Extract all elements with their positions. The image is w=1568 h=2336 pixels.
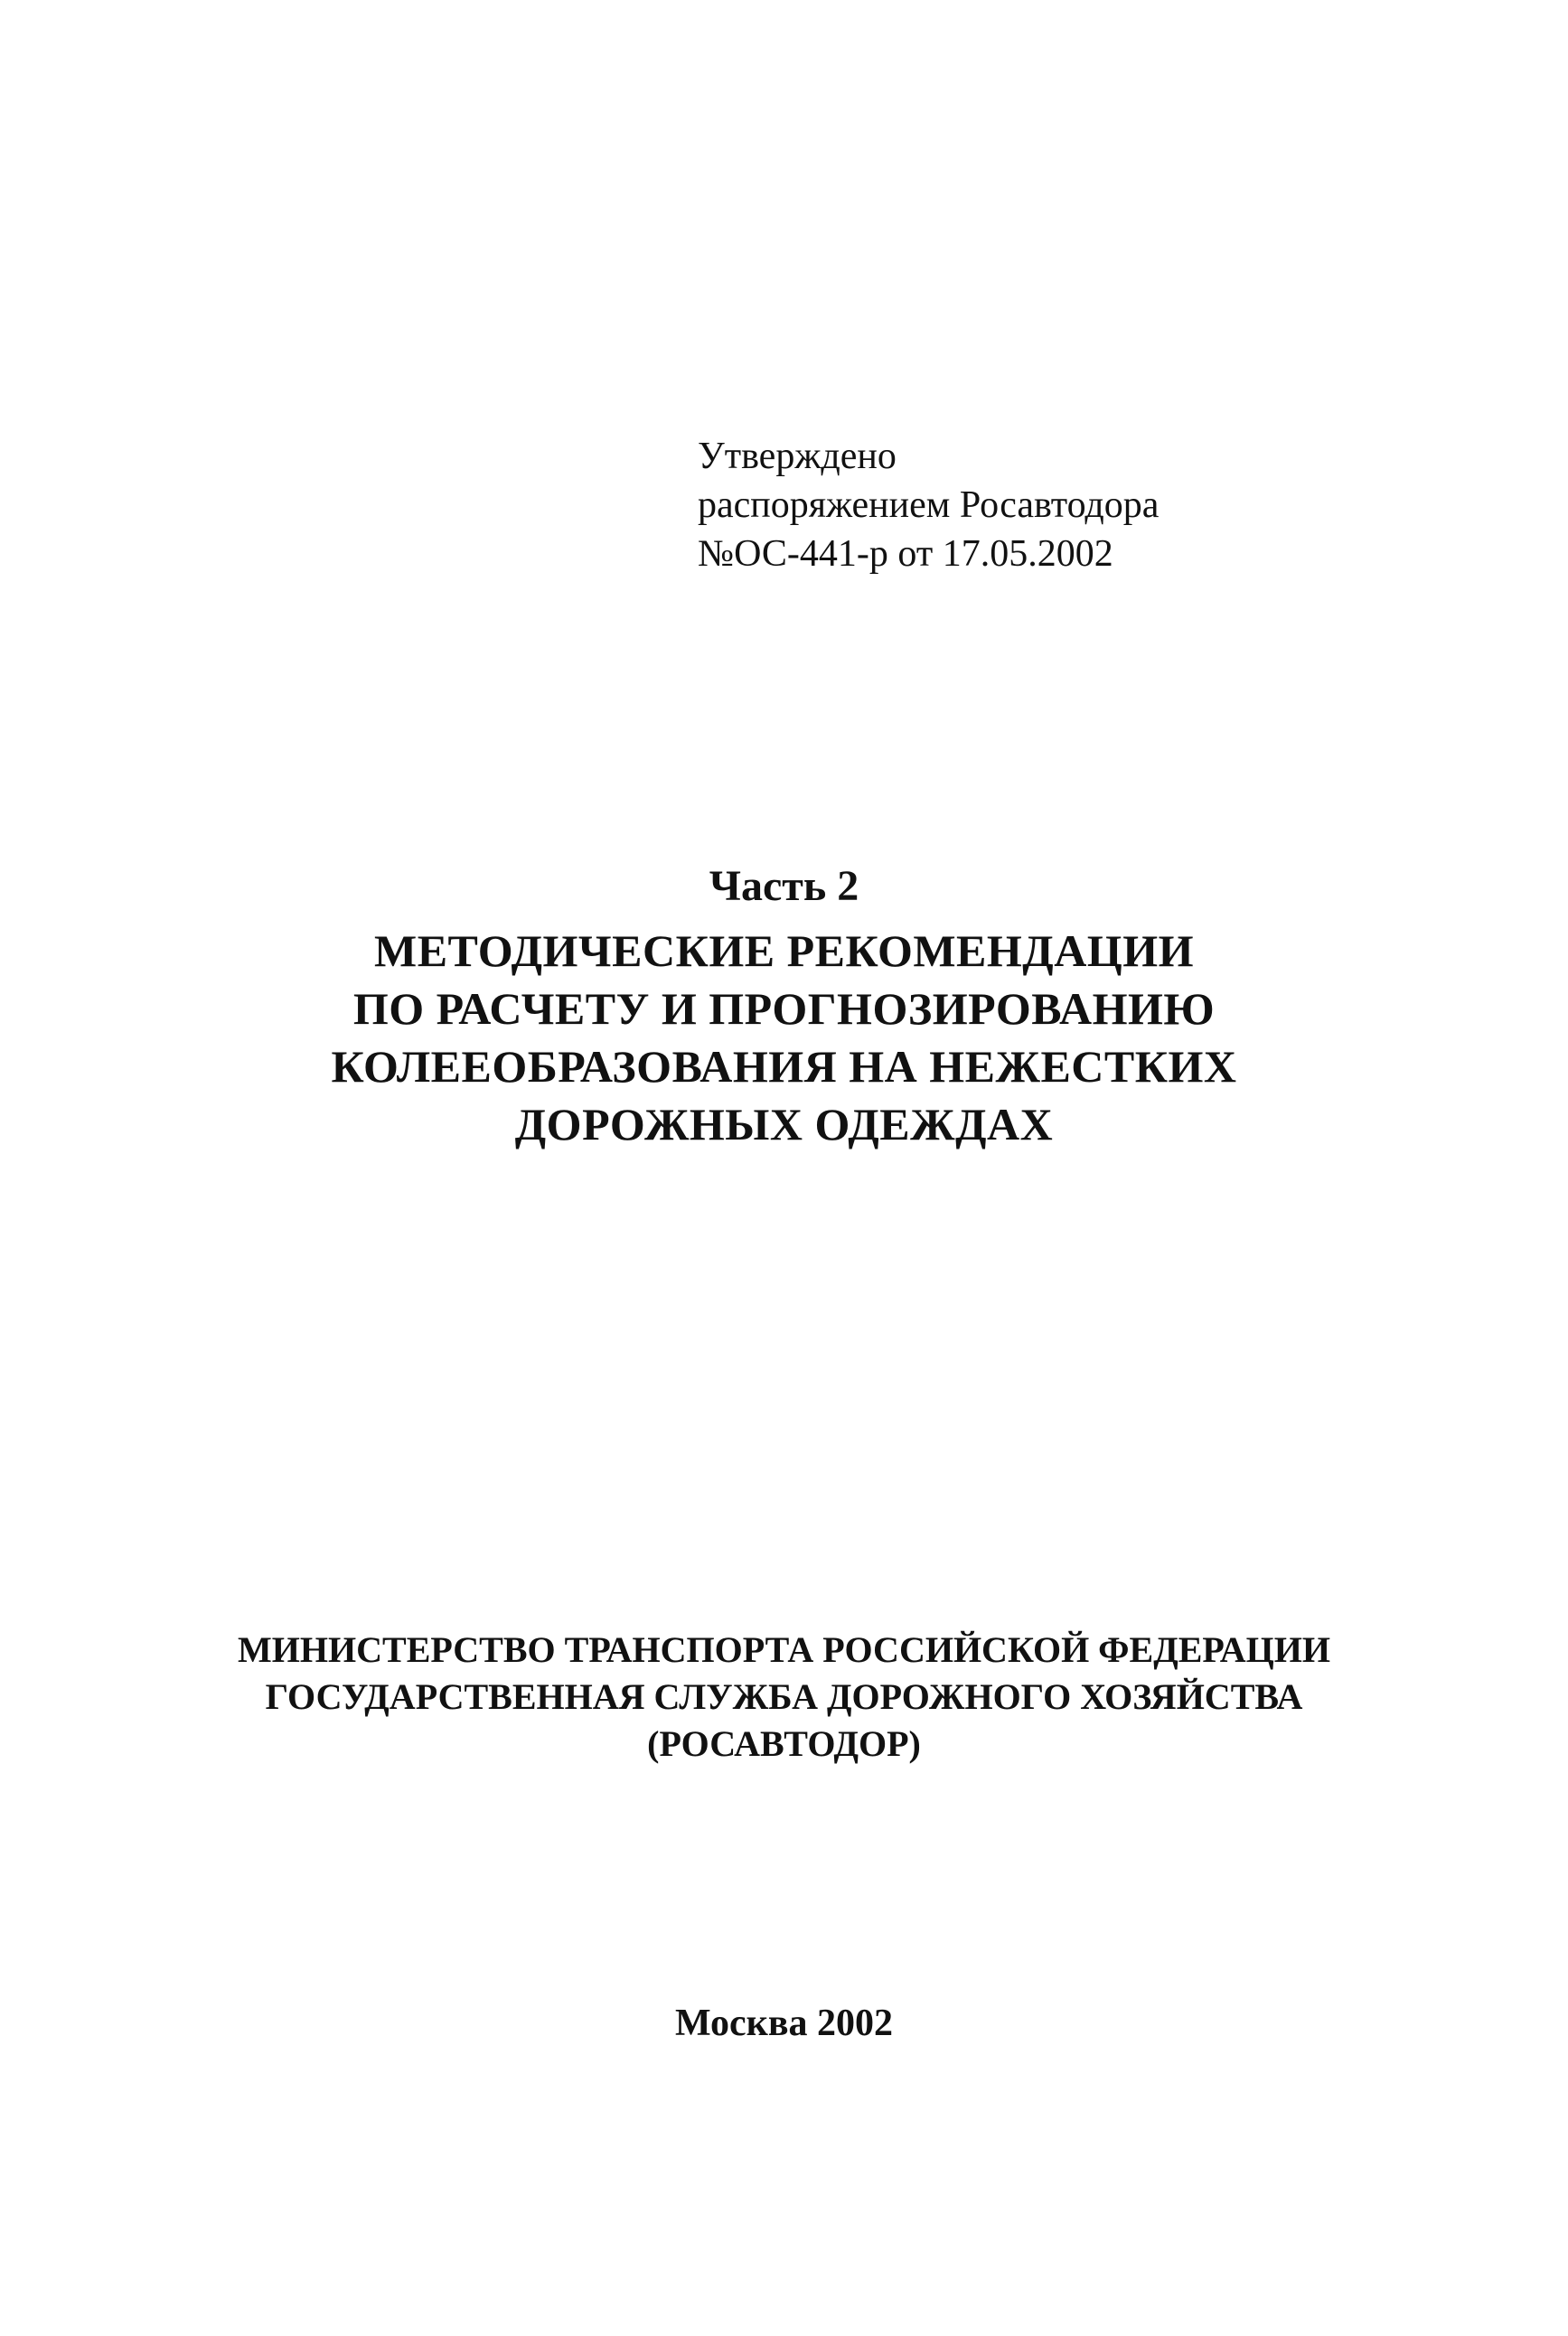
title-line-4: ДОРОЖНЫХ ОДЕЖДАХ bbox=[514, 1099, 1054, 1149]
city-year: Москва 2002 bbox=[674, 2003, 894, 2044]
approval-heading: Утверждено bbox=[698, 436, 897, 477]
document-title-block bbox=[0, 858, 1568, 1153]
title-line-3: КОЛЕЕОБРАЗОВАНИЯ НА НЕЖЕСТКИХ bbox=[331, 1041, 1237, 1092]
service-abbreviation: (РОСАВТОДОР) bbox=[647, 1723, 921, 1764]
title-line-1: МЕТОДИЧЕСКИЕ РЕКОМЕНДАЦИИ bbox=[374, 925, 1194, 976]
organization-block bbox=[0, 1627, 1568, 1768]
title-line-2: ПО РАСЧЕТУ И ПРОГНОЗИРОВАНИЮ bbox=[352, 983, 1216, 1034]
approval-stamp bbox=[698, 432, 1240, 578]
part-label: Часть 2 bbox=[709, 862, 859, 910]
ministry-name: МИНИСТЕРСТВО ТРАНСПОРТА РОССИЙСКОЙ ФЕДЕРАЦИИ bbox=[238, 1629, 1330, 1670]
approval-order-number: №ОС-441-р от 17.05.2002 bbox=[698, 533, 1113, 575]
approval-authority: распоряжением Росавтодора bbox=[698, 484, 1160, 526]
service-name: ГОСУДАРСТВЕННАЯ СЛУЖБА ДОРОЖНОГО ХОЗЯЙСТВА bbox=[265, 1676, 1303, 1717]
